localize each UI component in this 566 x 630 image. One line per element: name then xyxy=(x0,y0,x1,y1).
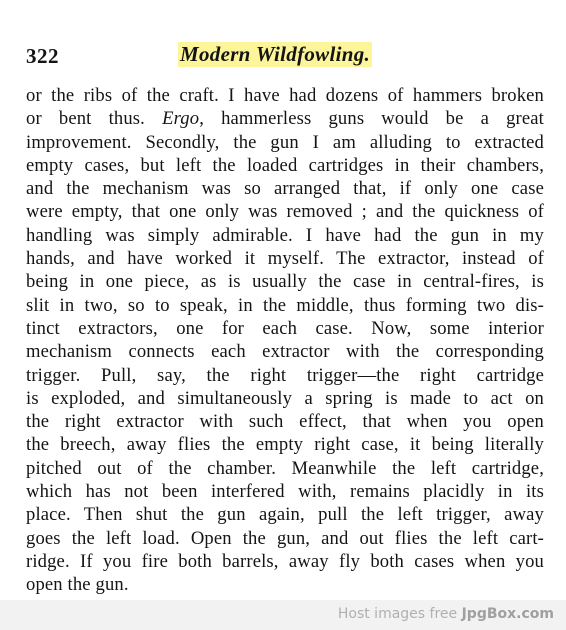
text-line: or bent thus. Ergo, hammerless guns would be a great xyxy=(26,108,544,130)
text-line: ridge. If you fire both barrels, away fly both cases when you xyxy=(26,550,544,572)
text-line: the right extractor with such effect, that when you open xyxy=(26,411,544,433)
text-line: empty cases, but left the loaded cartridges in their chambers, xyxy=(26,154,544,176)
body-text xyxy=(26,84,544,597)
text-line: goes the left load. Open the gun, and out flies the left cart- xyxy=(26,527,544,549)
text-line: the breech, away flies the empty right case, it being literally xyxy=(26,434,544,456)
text-line: hands, and have worked it myself. The extractor, instead of xyxy=(26,248,544,270)
italic-word: Ergo xyxy=(162,108,200,130)
text-line: pitched out of the chamber. Meanwhile the left cartridge, xyxy=(26,457,544,479)
text-line: or the ribs of the craft. I have had dozens of hammers broken xyxy=(26,85,544,106)
running-head-title: Modern Wildfowling. xyxy=(180,42,371,66)
watermark-brand: JpgBox.com xyxy=(461,606,554,622)
text-line: trigger. Pull, say, the right trigger—the right cartridge xyxy=(26,364,544,386)
text-line: improvement. Secondly, the gun I am alluding to extracted xyxy=(26,131,544,153)
text-line: place. Then shut the gun again, pull the left trigger, away xyxy=(26,504,544,526)
text-line: open the gun. xyxy=(26,574,129,596)
text-line: handling was simply admirable. I have had the gun in my xyxy=(26,224,544,246)
text-line: which has not been interfered with, remains placidly in its xyxy=(26,481,544,503)
text-line: were empty, that one only was removed ; and the quickness of xyxy=(26,201,544,223)
text-line: and the mechanism was so arranged that, if only one case xyxy=(26,178,544,200)
text-line: mechanism connects each extractor with the corresponding xyxy=(26,341,544,363)
text-line: tinct extractors, one for each case. Now, some interior xyxy=(26,317,544,339)
text-line: is exploded, and simultaneously a spring is made to act on xyxy=(26,387,544,409)
text-line: being in one piece, as is usually the case in central-fires, is xyxy=(26,271,544,293)
watermark-prefix: Host images free xyxy=(337,606,462,622)
watermark-text[interactable] xyxy=(338,606,554,622)
text-line: slit in two, so to speak, in the middle, thus forming two dis- xyxy=(26,294,544,316)
page-number: 322 xyxy=(26,44,59,68)
